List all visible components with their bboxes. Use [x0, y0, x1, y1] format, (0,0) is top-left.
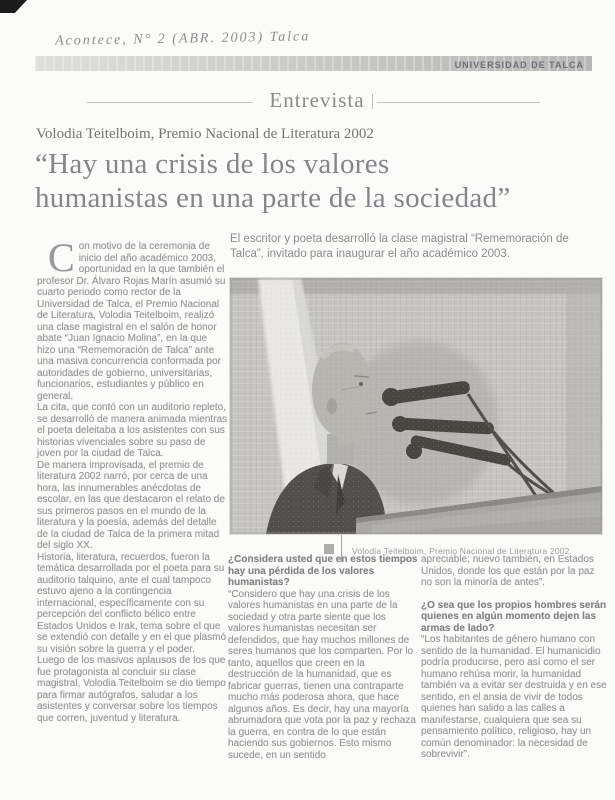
- speaker-photo: [230, 278, 602, 534]
- body-column-middle: [228, 554, 418, 761]
- interview-question-2: ¿O sea que los propios hombres serán quienes en algún momento dejen las armas de lado?: [421, 599, 607, 634]
- section-rule-tick: [372, 94, 373, 109]
- body-column-right: [421, 554, 608, 761]
- headline-line-2: humanistas en una parte de la sociedad”: [35, 182, 511, 214]
- paragraph: De manera improvisada, el premio de literatura 2002 narró, por cerca de una hora, las innumerables anécdotas de escolar, en las que destacaron el relato de sus primeros pasos en el mundo de la literatura y la poesía, además del detalle de la ciudad de Talca de la primera mitad del siglo XX.: [37, 459, 225, 551]
- section-header: [0, 88, 615, 116]
- paragraph: La cita, que contó con un auditorio repleto, se desarrolló de manera animada mientras el poeta deleitaba a los asistentes con sus historias vivenciales sobre su paso de joven por la ciudad de Talca.: [37, 402, 228, 459]
- interview-answer-1-continued: apreciable; nuevo también, en Estados Unidos, donde los que están por la paz no son la minoría de antes”.: [421, 554, 595, 588]
- interview-answer-1: “Considero que hay una crisis de los valores humanistas en una parte de la sociedad y otra parte siente que los valores humanistas necesitan ser defendidos, que hay muchos millones de seres humanos que los comparten. Por lo tanto, aquellos que creen en la destrucción de la humanidad, que es fabricar guerras, tienen una contraparte mucho más poderosa ahora, que hace algunos años. Es decir, hay una mayoría abrumadora que vota por la paz y rechaza la guerra, en contra de lo que están haciendo sus gobiernos. Esto mismo sucede, en un sentido: [228, 588, 416, 761]
- drop-cap: C: [48, 235, 75, 280]
- masthead-title: UNIVERSIDAD DE TALCA: [454, 60, 584, 70]
- caption-marker-square: [324, 544, 334, 554]
- article-headline: [35, 147, 610, 215]
- headline-line-1: “Hay una crisis de los valores: [35, 148, 390, 180]
- paragraph: [37, 235, 228, 402]
- body-column-left: [37, 235, 228, 724]
- paragraph: Luego de los masivos aplausos de los que fue protagonista al concluir su clase magistral, Volodia Teitelboim se dio tiempo para firmar autógrafos, saludar a los asistentes y conversar sobre los tiempos que corren, juventud y literatura.: [37, 655, 226, 724]
- interview-question-1: ¿Considera usted que en estos tiempos hay una pérdida de los valores humanistas?: [228, 554, 418, 588]
- handwritten-note: Acontece, N° 2 (ABR. 2003) Talca: [54, 29, 311, 49]
- paragraph: Historia, literatura, recuerdos, fueron la temática desarrollada por el poeta para su auditorio talquino, ante el cual tampoco estuvo ajeno a la contingencia internacional, específicamente con su percepción del conflicto bélico entre Estados Unidos e Irak, tema sobre el que se extendió con detalle y en el que plasmó su visión sobre la guerra y el poder.: [37, 551, 227, 655]
- article-kicker: Volodia Teitelboim, Premio Nacional de Literatura 2002: [36, 126, 374, 142]
- photo-caption: Volodia Teitelboim, Premio Nacional de Literatura 2002.: [352, 546, 573, 556]
- article-lede: El escritor y poeta desarrolló la clase magistral “Rememoración de Talca”, invitado para inaugurar el año académico 2003.: [230, 233, 569, 260]
- speaker-photo-illustration: [230, 278, 602, 534]
- paragraph-text: on motivo de la ceremonia de inicio del año académico 2003, oportunidad en la que también el profesor Dr. Álvaro Rojas Marín asumió su cuarto periodo como rector de la Universidad de Talca, el Premio Nacional de Literatura, Volodia Teitelboim, realizó una clase magistral en el salón de honor abate “Juan Ignacio Molina”, en la que hizo una “Rememoración de Talca” ante una masiva concurrencia conformada por autoridades de gobierno, universitarias, funcionarios, estudiantes y público en general.: [37, 241, 226, 402]
- masthead-bar: [35, 56, 592, 71]
- section-rule-right: [377, 102, 540, 103]
- section-label: Entrevista: [269, 88, 365, 112]
- section-rule-left: [87, 102, 253, 103]
- interview-answer-2: “Los habitantes de género humano con sentido de la humanidad. El humanicidio podría producirse, pero así como el ser humano rehúsa morir, la humanidad también va a evitar ser destruida y en ese sentido, en el ansia de vivir de todos quienes han salido a las calles a manifestarse, cualquiera que sea su pensamiento político, religioso, hay un común denominador: la necesidad de sobrevivir”.: [421, 634, 607, 760]
- scan-corner-artifact: [0, 0, 27, 13]
